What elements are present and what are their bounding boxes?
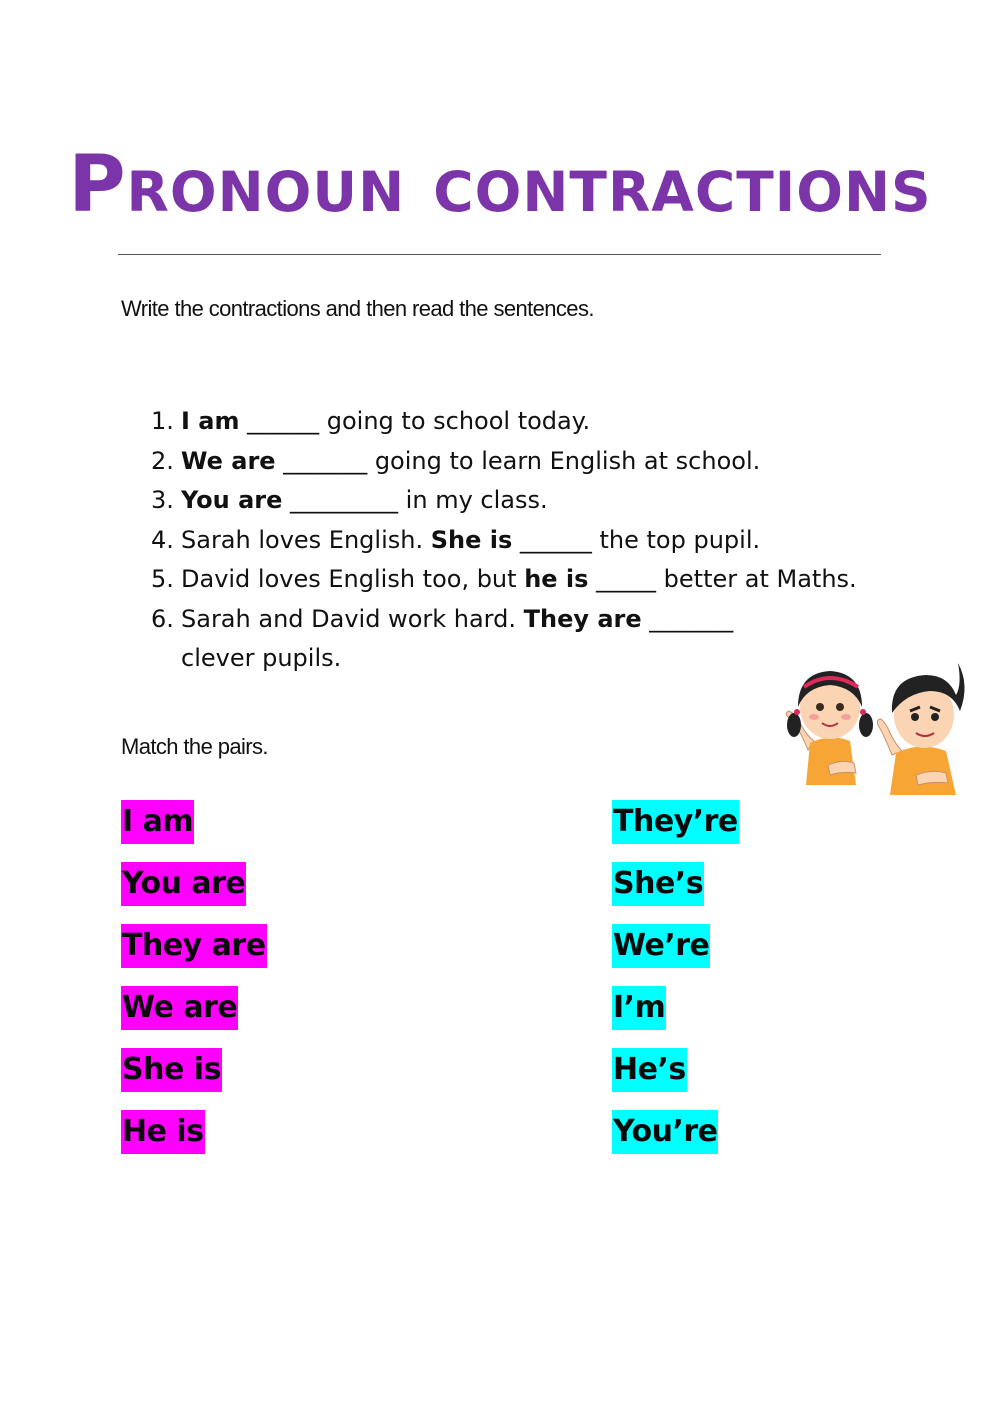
sentence-number: 2. <box>151 446 174 475</box>
sentence-pronoun: They are <box>523 604 642 633</box>
sentence-pronoun: She is <box>430 525 513 554</box>
match-right-item[interactable]: She’s <box>612 862 704 906</box>
match-right-column <box>612 800 739 1172</box>
sentence-item <box>151 442 891 482</box>
write-instruction: Write the contractions and then read the sentences. <box>121 296 594 321</box>
sentence-item <box>151 481 891 521</box>
match-right-item[interactable]: We’re <box>612 924 710 968</box>
sentence-pronoun: You are <box>181 486 283 514</box>
match-left-column <box>121 800 267 1172</box>
match-right-item[interactable]: He’s <box>612 1048 687 1092</box>
sentence-text-after: ______ the top pupil. <box>512 525 761 554</box>
match-left-item[interactable]: He is <box>121 1110 205 1154</box>
boy-figure <box>877 663 964 795</box>
match-right-item[interactable]: They’re <box>612 800 739 844</box>
match-right-item[interactable]: I’m <box>612 986 666 1030</box>
match-left-item[interactable]: We are <box>121 986 238 1030</box>
girl-and-boy-illustration <box>780 655 970 800</box>
title-divider <box>118 254 881 255</box>
sentence-text-before: Sarah and David work hard. <box>181 604 524 633</box>
worksheet-title: Pronoun contractions <box>68 140 932 230</box>
sentence-list <box>151 402 891 679</box>
sentence-item <box>151 402 891 442</box>
sentence-pronoun: I am <box>181 407 240 435</box>
sentence-text-after: ______ going to school today. <box>239 407 591 435</box>
sentence-number: 3. <box>151 486 174 514</box>
match-right-item[interactable]: You’re <box>612 1110 718 1154</box>
sentence-number: 5. <box>151 565 174 593</box>
sentence-number: 6. <box>151 604 174 633</box>
sentence-number: 4. <box>151 525 174 554</box>
sentence-text-before: Sarah loves English. <box>181 525 431 554</box>
match-left-item[interactable]: You are <box>121 862 246 906</box>
match-instruction: Match the pairs. <box>121 734 268 759</box>
sentence-text-after: _________ in my class. <box>282 486 548 514</box>
sentence-text-before: David loves English too, but <box>181 565 525 593</box>
girl-figure <box>786 671 873 785</box>
sentence-item <box>151 560 891 600</box>
match-left-item[interactable]: I am <box>121 800 194 844</box>
match-left-item[interactable]: She is <box>121 1048 222 1092</box>
sentence-pronoun: We are <box>181 446 276 475</box>
sentence-item <box>151 521 891 561</box>
sentence-number: 1. <box>151 407 174 435</box>
sentence-pronoun: he is <box>524 565 589 593</box>
sentence-text-after: _____ better at Maths. <box>588 565 857 593</box>
sentence-text-after: _______ going to learn English at school. <box>275 446 761 475</box>
match-left-item[interactable]: They are <box>121 924 267 968</box>
sentence-text-after: _______ clever pupils. <box>181 604 734 672</box>
